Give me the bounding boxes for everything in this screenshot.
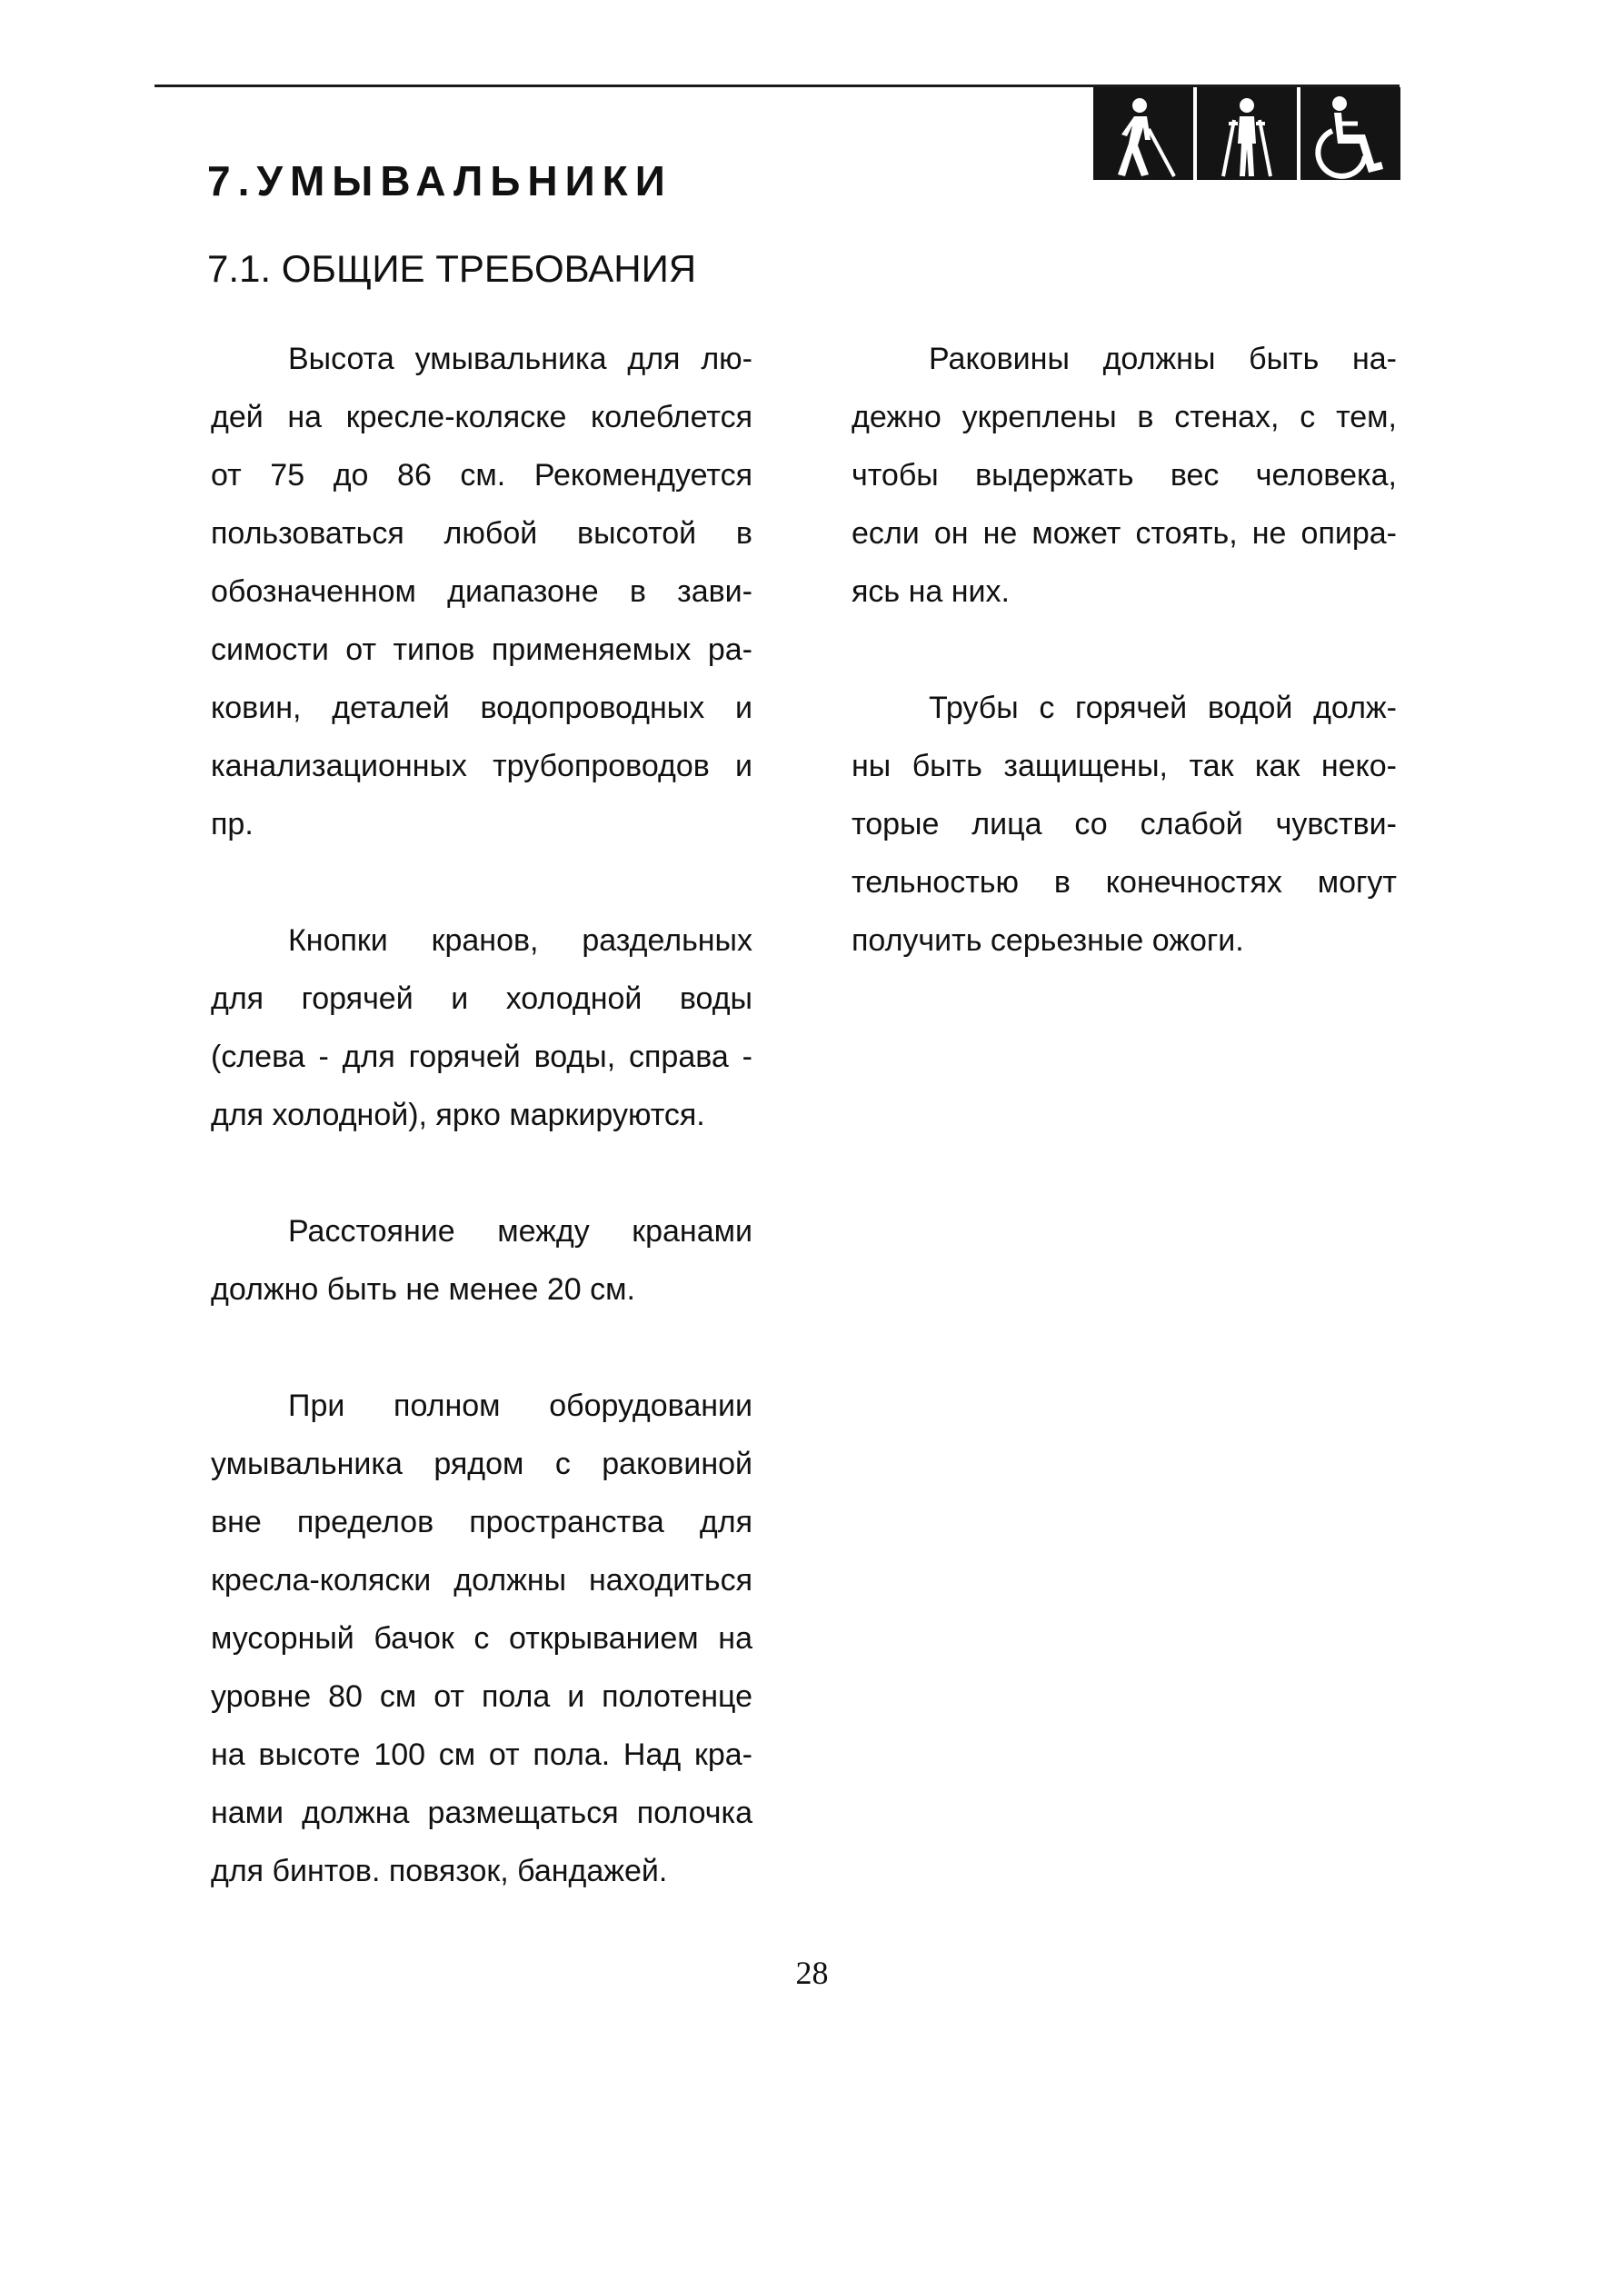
paragraph-line: (слева - для горячей воды, справа - [211,1040,752,1074]
paragraph-line: для бинтов. повязок, бандажей. [211,1854,668,1888]
paragraph-line: на высоте 100 см от пола. Над кра- [211,1737,752,1772]
paragraph-line: торые лица со слабой чувстви- [852,807,1397,841]
paragraph-line: для горячей и холодной воды [211,981,752,1016]
paragraph-line: умывальника рядом с раковиной [211,1447,752,1481]
paragraph-line: Высота умывальника для лю- [288,342,752,376]
paragraph-line: дей на кресле-коляске колеблется [211,400,752,434]
paragraph [852,330,1397,621]
paragraph-line: ясь на них. [852,574,1010,609]
paragraph-line: Кнопки кранов, раздельных [288,923,752,958]
paragraph-line: симости от типов применяемых ра- [211,632,752,667]
paragraph [211,1377,752,1900]
paragraph-line: пользоваться любой высотой в [211,516,752,551]
paragraph-line: чтобы выдержать вес человека, [852,458,1397,493]
paragraph-line: ковин, деталей водопроводных и [211,691,752,725]
paragraph-line: канализационных трубопроводов и [211,749,752,783]
paragraph-line: Расстояние между кранами [288,1214,752,1249]
paragraph-line: для холодной), ярко маркируются. [211,1098,705,1132]
paragraph-line: ны быть защищены, так как неко- [852,749,1397,783]
paragraph [852,679,1397,970]
page-number: 28 [795,1955,829,1991]
paragraph-line: мусорный бачок с открыванием на [211,1621,752,1656]
right-column [852,330,1397,1028]
paragraph-line: получить серьезные ожоги. [852,923,1244,958]
paragraph-line: нами должна размещаться полочка [211,1796,752,1830]
paragraph [211,911,752,1144]
paragraph-line: При полном оборудовании [288,1389,752,1423]
paragraph-line: обозначенном диапазоне в зави- [211,574,752,609]
paragraph-line: от 75 до 86 см. Рекомендуется [211,458,752,493]
wheelchair-icon [1300,87,1400,180]
paragraph-line: тельностью в конечностях могут [852,865,1397,900]
paragraph-line: если он не может стоять, не опира- [852,516,1397,551]
paragraph-line: Раковины должны быть на- [929,342,1397,376]
paragraph-line: вне пределов пространства для [211,1505,752,1539]
paragraph [211,330,752,853]
section-title: 7.1. ОБЩИЕ ТРЕБОВАНИЯ [207,247,697,290]
paragraph-line: должно быть не менее 20 см. [211,1272,635,1307]
paragraph-line: уровне 80 см от пола и полотенце [211,1679,752,1714]
chapter-title: 7.УМЫВАЛЬНИКИ [207,157,673,204]
paragraph [211,1202,752,1319]
person-with-crutches-icon [1197,87,1297,180]
blind-person-icon [1093,87,1193,180]
paragraph-line: Трубы с горячей водой долж- [929,691,1397,725]
paragraph-line: дежно укреплены в стенах, с тем, [852,400,1397,434]
accessibility-icons [1093,87,1402,182]
paragraph-line: кресла-коляски должны находиться [211,1563,752,1598]
paragraph-line: пр. [211,807,254,841]
left-column [211,330,752,1958]
